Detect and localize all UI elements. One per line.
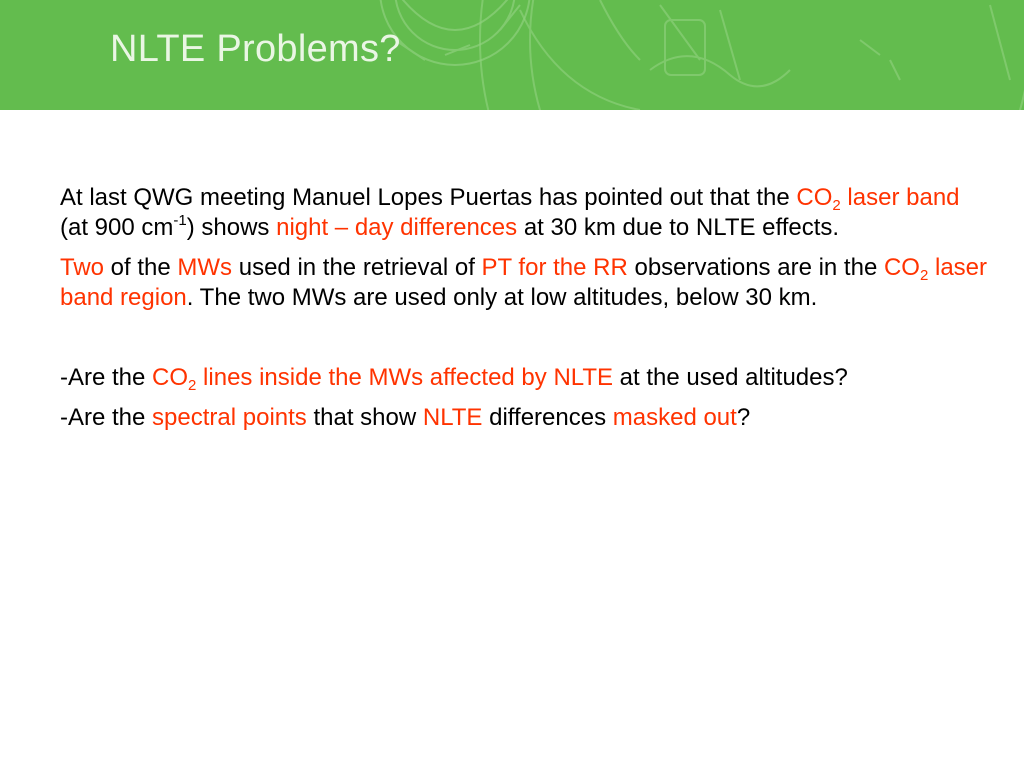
body-paragraph — [60, 363, 990, 393]
body-paragraph — [60, 183, 990, 243]
body-text: of the — [104, 254, 178, 281]
slide-title: NLTE Problems? — [110, 28, 401, 70]
body-text: that show — [306, 404, 423, 431]
highlighted-text: CO — [152, 364, 189, 391]
highlighted-text: 2 — [188, 377, 197, 394]
body-text: (at 900 cm — [60, 214, 174, 241]
body-text: used in the retrieval of — [232, 254, 482, 281]
highlighted-text: 2 — [919, 267, 929, 284]
highlighted-text: PT for the RR — [481, 254, 628, 281]
highlighted-text: lines inside the MWs affected by NLTE — [196, 364, 614, 391]
highlighted-text: CO — [883, 254, 920, 281]
highlighted-text: laser band region — [60, 254, 987, 311]
slide-body — [60, 183, 990, 433]
body-text: ? — [736, 404, 751, 431]
highlighted-text: Two — [60, 254, 105, 281]
body-text: At last QWG meeting Manuel Lopes Puertas has pointed out that the — [60, 184, 797, 211]
highlighted-text: NLTE — [422, 404, 483, 431]
body-text: ) shows — [186, 214, 277, 241]
body-text: at the used altitudes? — [613, 364, 848, 391]
highlighted-text: night – day differences — [276, 214, 518, 241]
highlighted-text: spectral points — [152, 404, 307, 431]
highlighted-text: CO — [796, 184, 833, 211]
highlighted-text: 2 — [832, 197, 841, 214]
body-text: -1 — [173, 212, 187, 229]
body-text: at 30 km due to NLTE effects. — [517, 214, 840, 241]
body-text: -Are the — [60, 364, 153, 391]
body-paragraph — [60, 403, 990, 433]
body-text: . The two MWs are used only at low altitudes, below 30 km. — [186, 284, 818, 311]
body-text: -Are the — [60, 404, 153, 431]
highlighted-text: masked out — [612, 404, 737, 431]
slide-header — [0, 0, 1024, 110]
body-paragraph — [60, 253, 990, 313]
body-text: differences — [482, 404, 613, 431]
highlighted-text: MWs — [177, 254, 233, 281]
body-text: observations are in the — [627, 254, 884, 281]
highlighted-text: laser band — [840, 184, 960, 211]
